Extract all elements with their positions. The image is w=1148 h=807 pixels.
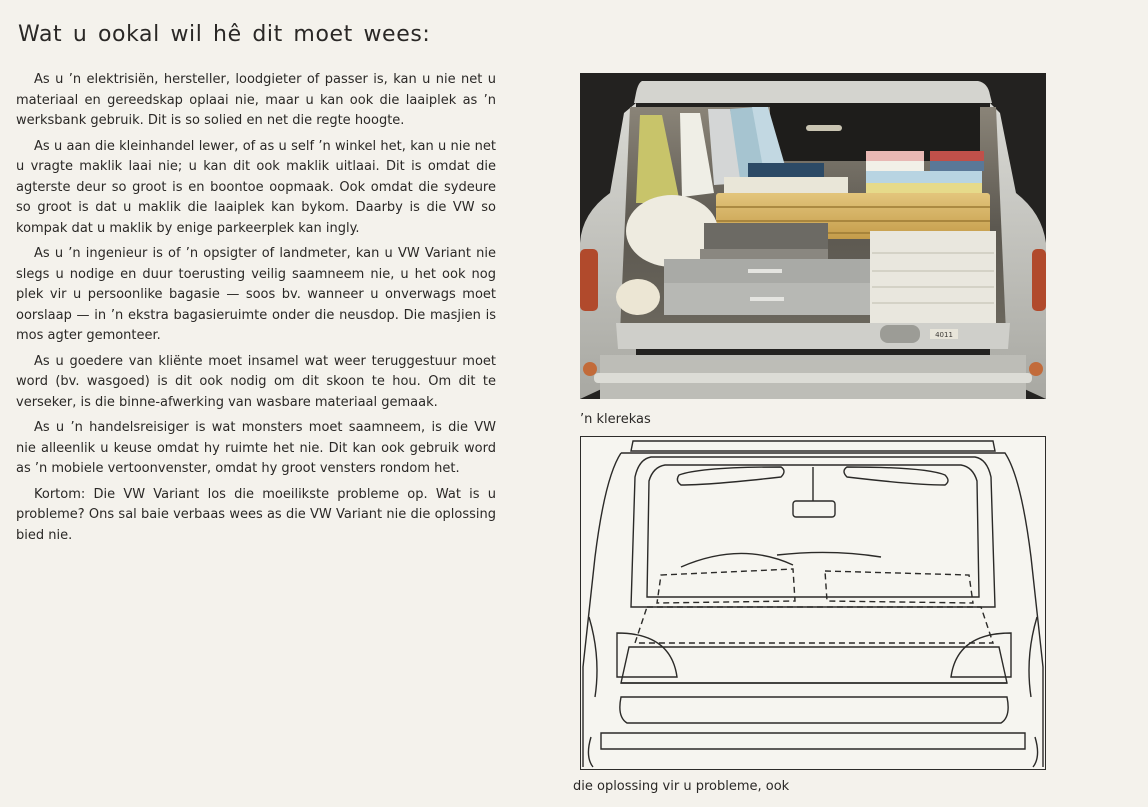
body-text	[16, 70, 496, 551]
car-interior-line-drawing	[580, 436, 1046, 770]
car-boot-illustration	[580, 73, 1046, 399]
paragraph: As u ’n elektrisiën, hersteller, loodgieter of passer is, kan u nie net u materiaal en gereedskap oplaai nie, maar u kan ook die laaiplek as ’n werksbank gebruik. Dit is so solied en net die regte hoogte.	[16, 72, 496, 128]
interior-sketch	[581, 437, 1045, 769]
page-title: Wat u ookal wil hê dit moet wees:	[18, 22, 431, 47]
paragraph: As u ’n handelsreisiger is wat monsters moet saamneem, is die VW nie alleenlik u keuse omdat hy ruimte het nie. Dit kan ook gebruik word as ’n mobiele vertoonvenster, omdat hy groot vensters rondom het.	[16, 420, 496, 476]
paragraph: As u aan die kleinhandel lewer, of as u self ’n winkel het, kan u nie net u vragte maklik laai nie; u kan dit ook maklik uitlaai. Dit is omdat die agterste deur so groot is en boontoe oopmaak. Ook omdat die sydeure so groot is dat u maklik die laaiplek kan bykom. Daarby is die VW so kompak dat u maklik by enige parkeerplek kan ingly.	[16, 138, 496, 236]
licence-plate: 4011	[935, 331, 953, 339]
photo-caption: ’n klerekas	[580, 412, 651, 427]
car-boot-photo	[580, 73, 1046, 399]
paragraph: As u ’n ingenieur is of ’n opsigter of landmeter, kan u VW Variant nie slegs u nodige en duur toerusting veilig saamneem nie, u het ook nog plek vir u persoonlike bagasie — soos bv. wanneer u onverwags moet oorslaap — in ’n ekstra bagasieruimte onder die neusdop. Die masjien is mos agter gemonteer.	[16, 246, 496, 343]
paragraph: As u goedere van kliënte moet insamel wat weer teruggestuur moet word (bv. wasgoed) is dit ook nodig om dit skoon te hou. Om dit te verseker, is die binne-afwerking van wasbare materiaal gemaak.	[16, 353, 496, 410]
drawing-caption: die oplossing vir u probleme, ook	[573, 779, 790, 794]
paragraph: Kortom: Die VW Variant los die moeilikste probleme op. Wat is u probleme? Ons sal baie verbaas wees as die VW Variant nie die oplossing bied nie.	[16, 486, 496, 543]
